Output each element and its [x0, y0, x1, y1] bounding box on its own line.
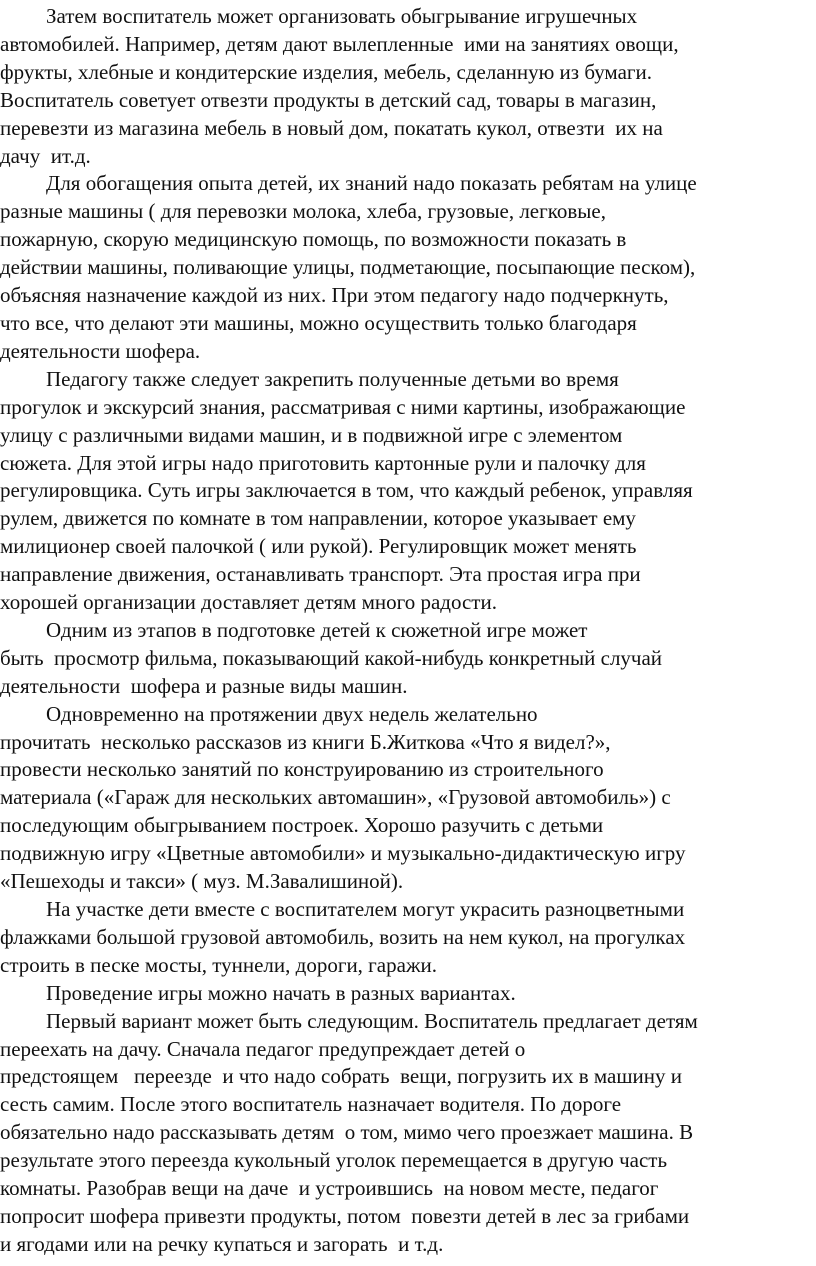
- text-line: разные машины ( для перевозки молока, хлеба, грузовые, легковые,: [0, 199, 606, 224]
- text-line: регулировщика. Суть игры заключается в том, что каждый ребенок, управляя: [0, 478, 693, 503]
- text-line: попросит шофера привезти продукты, потом повезти детей в лес за грибами: [0, 1203, 690, 1228]
- text-line: провести несколько занятий по конструированию из строительного: [0, 757, 604, 782]
- text-line: милиционер своей палочкой ( или рукой). Регулировщик может менять: [0, 534, 637, 559]
- text-line: направление движения, останавливать транспорт. Эта простая игра при: [0, 562, 641, 587]
- text-line: Для обогащения опыта детей, их знаний надо показать ребятам на улице: [46, 171, 697, 196]
- text-line: переехать на дачу. Сначала педагог предупреждает детей о: [0, 1036, 526, 1061]
- paragraph: [0, 1008, 810, 1259]
- text-line: результате этого переезда кукольный уголок перемещается в другую часть: [0, 1148, 668, 1173]
- text-line: автомобилей. Например, детям дают вылепленные ими на занятиях овощи,: [0, 31, 679, 56]
- text-line: прогулок и экскурсий знания, рассматривая с ними картины, изображающие: [0, 394, 686, 419]
- text-line: что все, что делают эти машины, можно осуществить только благодаря: [0, 310, 637, 335]
- paragraph: [0, 701, 810, 896]
- text-line: последующим обыгрыванием построек. Хорошо разучить с детьми: [0, 813, 604, 838]
- text-line: и ягодами или на речку купаться и загорать и т.д.: [0, 1231, 444, 1256]
- text-line: Затем воспитатель может организовать обыгрывание игрушечных: [46, 4, 638, 28]
- text-line: Педагогу также следует закрепить полученные детьми во время: [46, 366, 619, 391]
- paragraph: [0, 366, 810, 617]
- text-line: Первый вариант может быть следующим. Воспитатель предлагает детям: [46, 1008, 698, 1033]
- text-line: флажками большой грузовой автомобиль, возить на нем кукол, на прогулках: [0, 924, 686, 949]
- text-line: прочитать несколько рассказов из книги Б.Житкова «Что я видел?»,: [0, 729, 611, 754]
- text-line: действии машины, поливающие улицы, подметающие, посыпающие песком),: [0, 255, 696, 280]
- text-line: Воспитатель советует отвезти продукты в детский сад, товары в магазин,: [0, 87, 657, 112]
- text-line: улицу с различными видами машин, и в подвижной игре с элементом: [0, 422, 623, 447]
- text-line: рулем, движется по комнате в том направлении, которое указывает ему: [0, 506, 636, 531]
- text-line: фрукты, хлебные и кондитерские изделия, мебель, сделанную из бумаги.: [0, 59, 652, 84]
- text-line: быть просмотр фильма, показывающий какой-нибудь конкретный случай: [0, 645, 663, 670]
- text-line: сесть самим. После этого воспитатель назначает водителя. По дороге: [0, 1092, 622, 1117]
- paragraph: [0, 170, 810, 365]
- text-line: строить в песке мосты, туннели, дороги, гаражи.: [0, 952, 437, 977]
- text-line: На участке дети вместе с воспитателем могут украсить разноцветными: [46, 897, 685, 921]
- text-line: объясняя назначение каждой из них. При этом педагогу надо подчеркнуть,: [0, 283, 669, 308]
- paragraph: [0, 896, 810, 980]
- paragraph: [0, 980, 810, 1008]
- text-line: дачу ит.д.: [0, 143, 91, 168]
- text-line: предстоящем переезде и что надо собрать вещи, погрузить их в машину и: [0, 1064, 682, 1089]
- text-line: подвижную игру «Цветные автомобили» и музыкально-дидактическую игру: [0, 841, 686, 866]
- text-line: пожарную, скорую медицинскую помощь, по возможности показать в: [0, 227, 627, 252]
- text-line: Одним из этапов в подготовке детей к сюжетной игре может: [46, 617, 588, 642]
- text-line: обязательно надо рассказывать детям о том, мимо чего проезжает машина. В: [0, 1120, 694, 1145]
- text-line: комнаты. Разобрав вещи на даче и устроившись на новом месте, педагог: [0, 1176, 659, 1201]
- text-line: Одновременно на протяжении двух недель желательно: [46, 701, 538, 726]
- text-line: деятельности шофера.: [0, 338, 201, 363]
- text-line: деятельности шофера и разные виды машин.: [0, 673, 408, 698]
- text-line: Проведение игры можно начать в разных вариантах.: [46, 980, 516, 1005]
- text-line: хорошей организации доставляет детям много радости.: [0, 590, 497, 615]
- text-line: «Пешеходы и такси» ( муз. М.Завалишиной).: [0, 869, 404, 894]
- text-line: сюжета. Для этой игры надо приготовить картонные рули и палочку для: [0, 450, 646, 475]
- text-line: материала («Гараж для нескольких автомашин», «Грузовой автомобиль») с: [0, 785, 671, 810]
- paragraph: [0, 3, 810, 170]
- paragraph: [0, 617, 810, 701]
- text-line: перевезти из магазина мебель в новый дом, покатать кукол, отвезти их на: [0, 115, 663, 140]
